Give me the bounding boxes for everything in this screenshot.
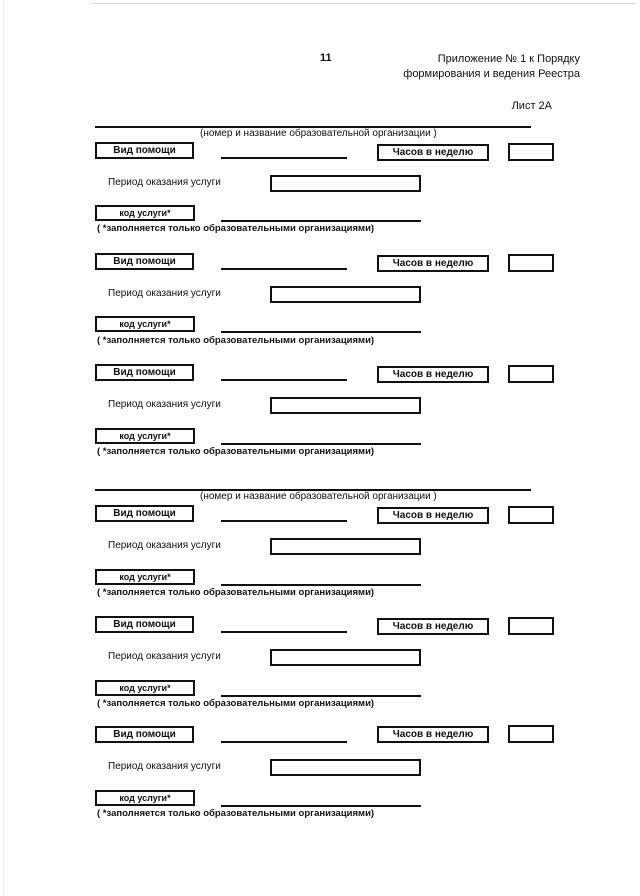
kind-label-box: Вид помощи xyxy=(95,616,194,633)
scan-edge-top xyxy=(90,3,635,4)
kind-value-line[interactable] xyxy=(221,379,347,381)
period-value-box[interactable] xyxy=(270,286,421,303)
kind-label-box: Вид помощи xyxy=(95,726,194,743)
hours-label-box: Часов в неделю xyxy=(377,507,489,524)
scan-edge-left xyxy=(3,0,4,896)
period-value-box[interactable] xyxy=(270,649,421,666)
period-value-box[interactable] xyxy=(270,175,421,192)
code-value-line[interactable] xyxy=(221,695,421,697)
code-label-box: код услуги* xyxy=(95,680,195,696)
hours-label-box: Часов в неделю xyxy=(377,366,489,383)
kind-value-line[interactable] xyxy=(221,157,347,159)
kind-value-line[interactable] xyxy=(221,268,347,270)
period-value-box[interactable] xyxy=(270,397,421,414)
fill-note: ( *заполняется только образовательными организациями) xyxy=(97,446,375,457)
period-label: Период оказания услуги xyxy=(108,540,221,551)
period-label: Период оказания услуги xyxy=(108,651,221,662)
annex-line-1: Приложение № 1 к Порядку xyxy=(437,53,580,65)
hours-label-box: Часов в неделю xyxy=(377,255,489,272)
period-label: Период оказания услуги xyxy=(108,288,221,299)
hours-value-box[interactable] xyxy=(508,506,554,524)
annex-line-2: формирования и ведения Реестра xyxy=(403,68,580,80)
period-value-box[interactable] xyxy=(270,759,421,776)
org-caption: (номер и название образовательной организации ) xyxy=(200,128,437,139)
code-value-line[interactable] xyxy=(221,331,421,333)
period-label: Период оказания услуги xyxy=(108,399,221,410)
period-label: Период оказания услуги xyxy=(108,177,221,188)
kind-value-line[interactable] xyxy=(221,520,347,522)
code-label-box: код услуги* xyxy=(95,205,195,221)
kind-label-box: Вид помощи xyxy=(95,505,194,522)
code-value-line[interactable] xyxy=(221,584,421,586)
fill-note: ( *заполняется только образовательными организациями) xyxy=(97,808,375,819)
fill-note: ( *заполняется только образовательными организациями) xyxy=(97,698,375,709)
kind-label-box: Вид помощи xyxy=(95,364,194,381)
hours-value-box[interactable] xyxy=(508,725,554,743)
page-number: 11 xyxy=(320,52,332,64)
code-value-line[interactable] xyxy=(221,805,421,807)
code-label-box: код услуги* xyxy=(95,569,195,585)
code-label-box: код услуги* xyxy=(95,316,195,332)
hours-label-box: Часов в неделю xyxy=(377,144,489,161)
hours-value-box[interactable] xyxy=(508,143,554,161)
annex-reference xyxy=(403,52,580,82)
code-value-line[interactable] xyxy=(221,443,421,445)
code-value-line[interactable] xyxy=(221,220,421,222)
hours-label-box: Часов в неделю xyxy=(377,618,489,635)
hours-label-box: Часов в неделю xyxy=(377,726,489,743)
code-label-box: код услуги* xyxy=(95,428,195,444)
hours-value-box[interactable] xyxy=(508,365,554,383)
kind-value-line[interactable] xyxy=(221,631,347,633)
fill-note: ( *заполняется только образовательными организациями) xyxy=(97,587,375,598)
hours-value-box[interactable] xyxy=(508,254,554,272)
code-label-box: код услуги* xyxy=(95,790,195,806)
sheet-label: Лист 2А xyxy=(511,100,552,112)
kind-label-box: Вид помощи xyxy=(95,253,194,270)
kind-value-line[interactable] xyxy=(221,741,347,743)
hours-value-box[interactable] xyxy=(508,617,554,635)
org-caption: (номер и название образовательной организации ) xyxy=(200,491,437,502)
kind-label-box: Вид помощи xyxy=(95,142,194,159)
period-label: Период оказания услуги xyxy=(108,761,221,772)
fill-note: ( *заполняется только образовательными организациями) xyxy=(97,335,375,346)
period-value-box[interactable] xyxy=(270,538,421,555)
fill-note: ( *заполняется только образовательными организациями) xyxy=(97,223,375,234)
